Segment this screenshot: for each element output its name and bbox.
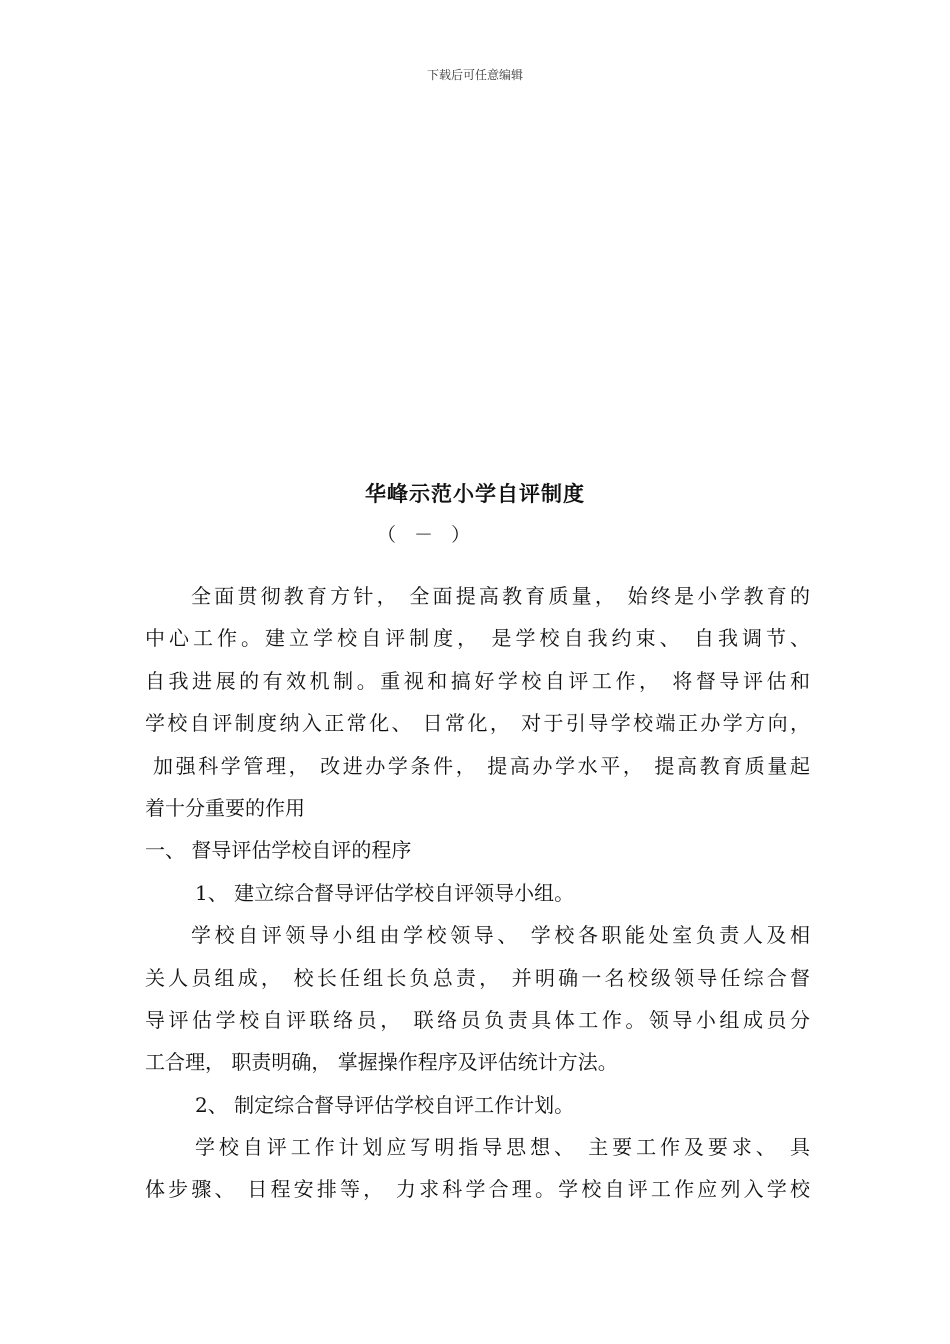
paragraph-line: 加强科学管理， 改进办学条件， 提高办学水平， 提高教育质量起 — [153, 753, 810, 778]
paragraph-line: 中心工作。建立学校自评制度， 是学校自我约束、 自我调节、 — [145, 626, 810, 651]
document-body — [145, 575, 810, 1211]
paragraph-line: 学校自评领导小组由学校领导、 学校各职能处室负责人及相 — [191, 923, 810, 948]
document-title: 华峰示范小学自评制度 — [365, 482, 585, 506]
paragraph-line: 体步骤、 日程安排等， 力求科学合理。学校自评工作应列入学校 — [145, 1177, 810, 1202]
list-item-heading: 2、 制定综合督导评估学校自评工作计划。 — [195, 1092, 575, 1117]
header-note: 下载后可任意编辑 — [426, 68, 523, 82]
paragraph-line: 学校自评工作计划应写明指导思想、 主要工作及要求、 具 — [195, 1135, 810, 1160]
document-subtitle: （ － ） — [377, 524, 477, 546]
paragraph-line: 关人员组成， 校长任组长负总责， 并明确一名校级领导任综合督 — [145, 965, 810, 990]
list-item-heading: 1、 建立综合督导评估学校自评领导小组。 — [195, 880, 575, 905]
paragraph-line: 全面贯彻教育方针， 全面提高教育质量， 始终是小学教育的 — [191, 584, 810, 608]
section-heading: 一、 督导评估学校自评的程序 — [145, 838, 412, 863]
paragraph-line: 着十分重要的作用 — [145, 795, 305, 820]
paragraph-line: 自我进展的有效机制。重视和搞好学校自评工作， 将督导评估和 — [145, 668, 810, 693]
paragraph-line: 导评估学校自评联络员， 联络员负责具体工作。领导小组成员分 — [145, 1007, 810, 1032]
paragraph-line: 学校自评制度纳入正常化、 日常化， 对于引导学校端正办学方向， — [145, 711, 810, 736]
paragraph-line: 工合理， 职责明确， 掌握操作程序及评估统计方法。 — [145, 1050, 618, 1075]
